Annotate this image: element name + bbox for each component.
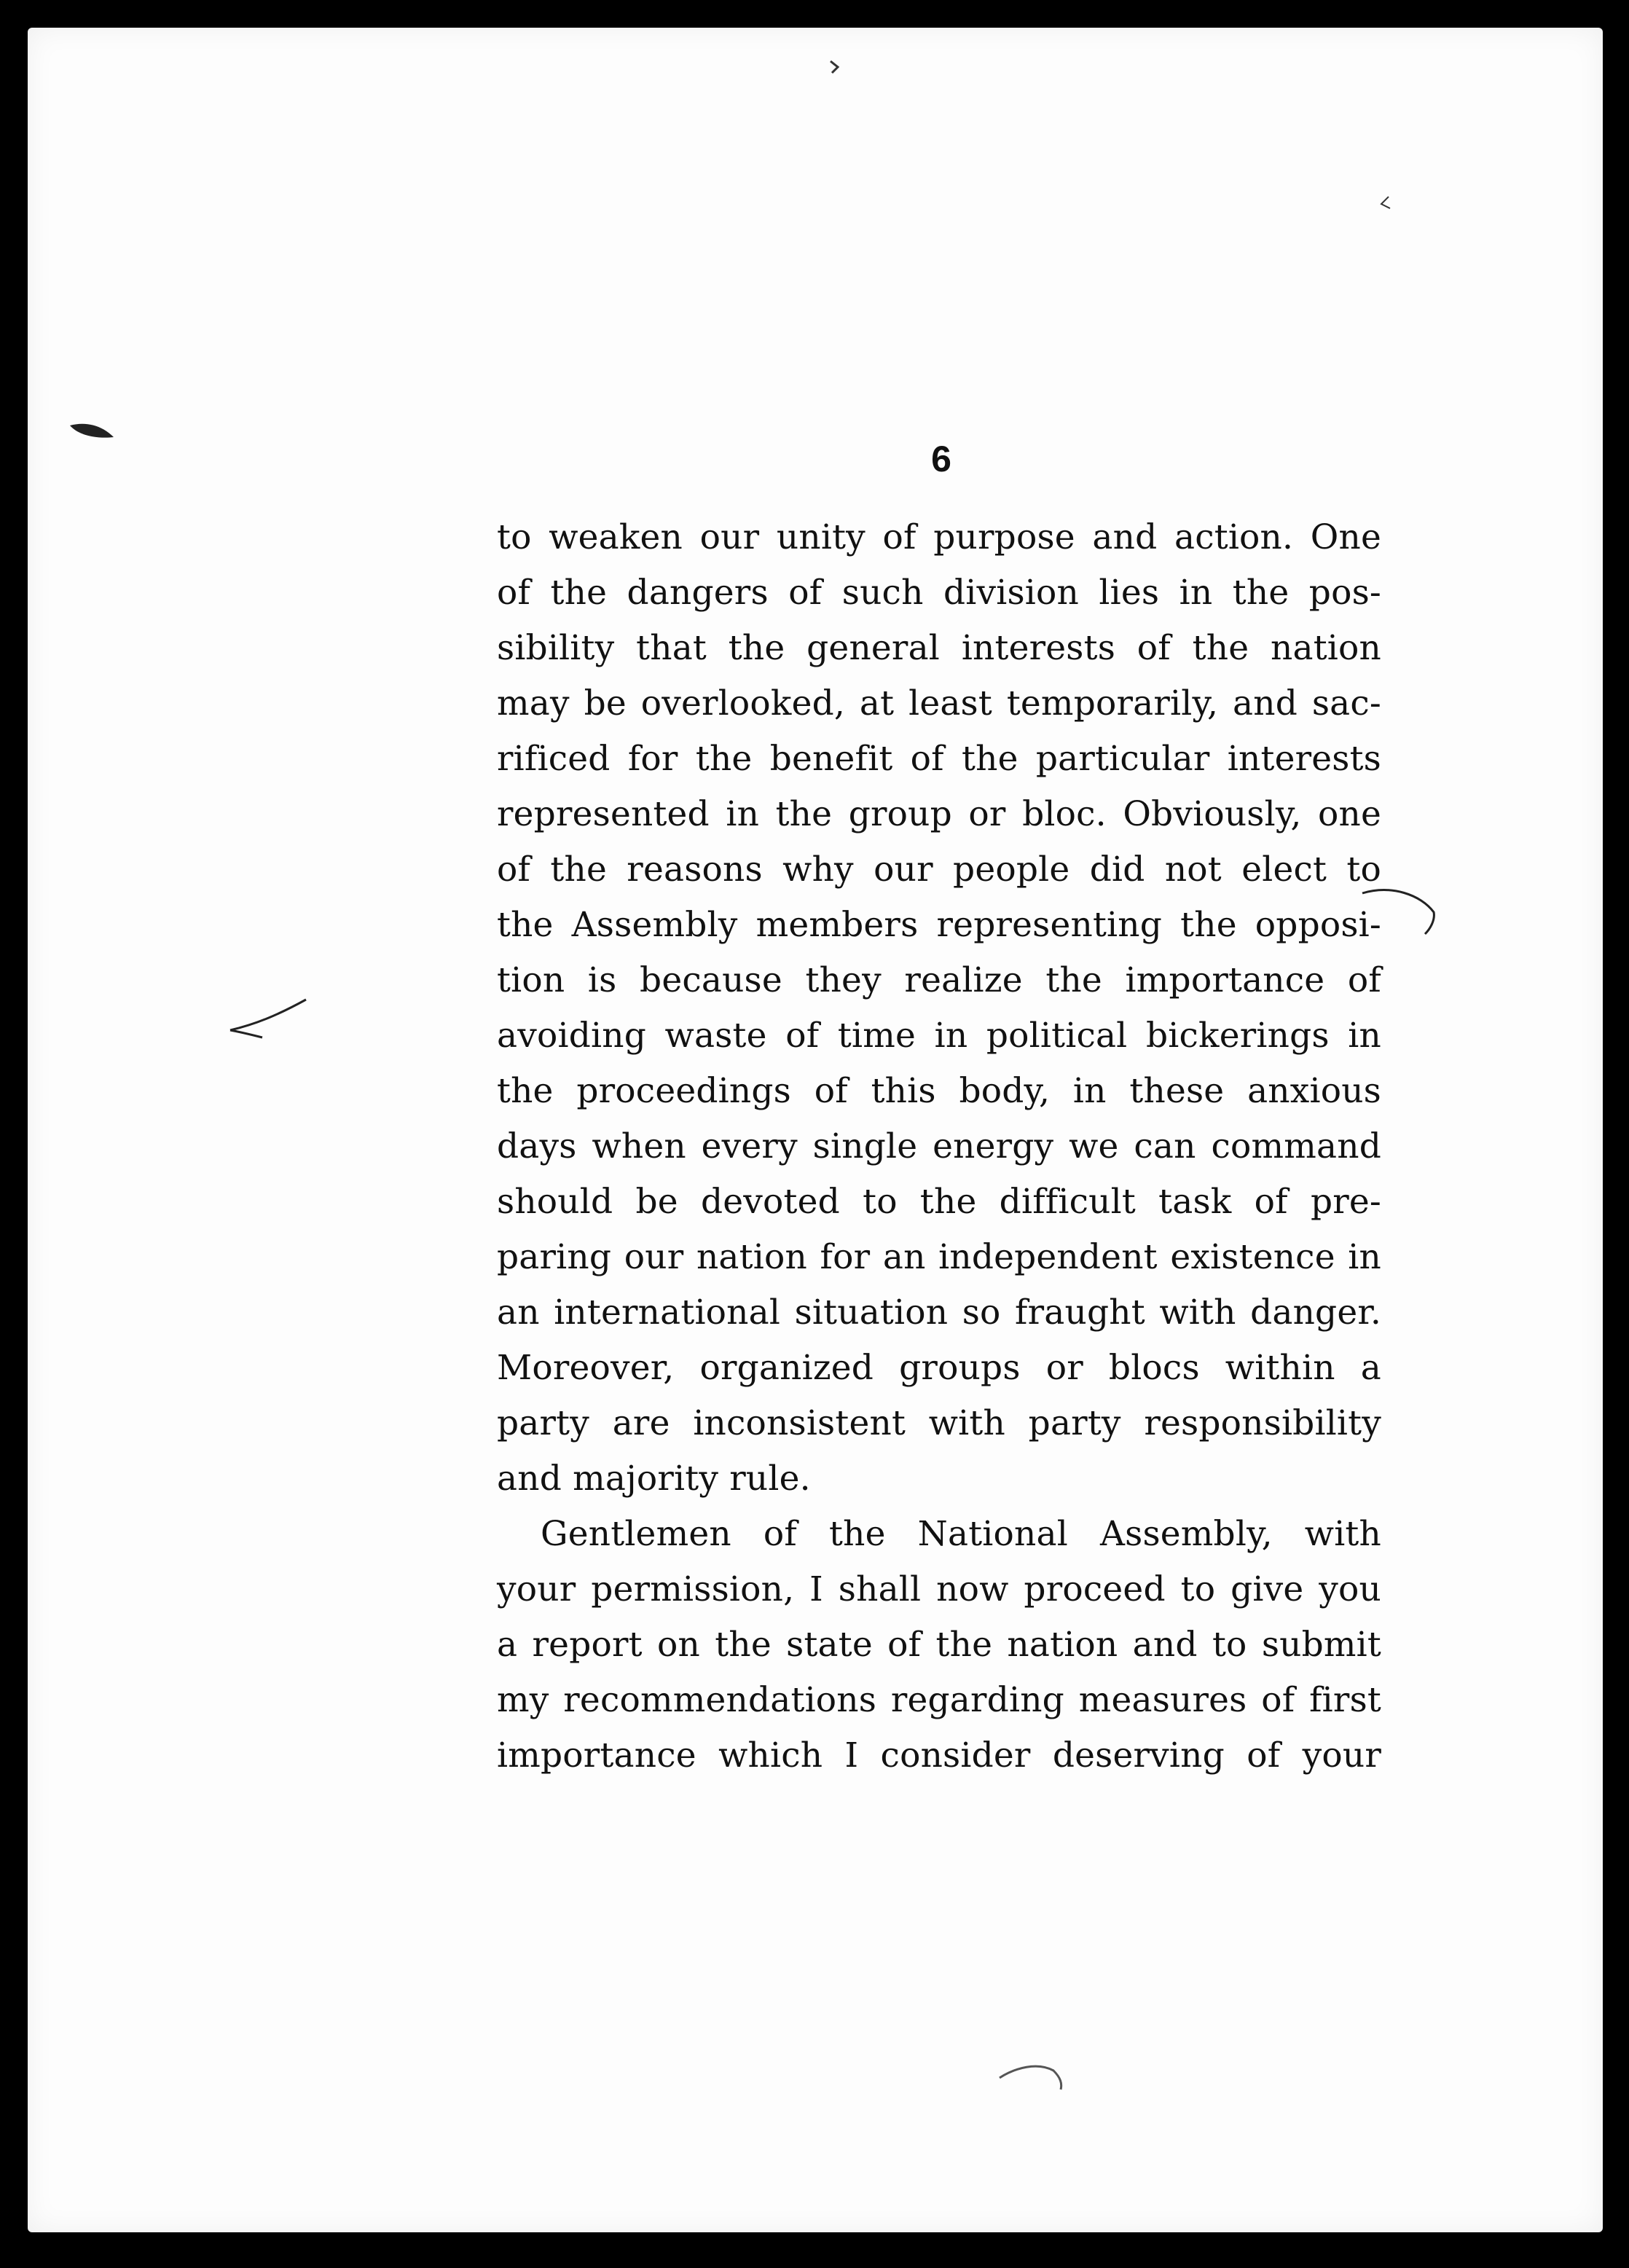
check-mark [230,1000,306,1037]
text-line: paring our nation for an independent existence in [497,1237,1381,1277]
chevron-mark [831,61,838,73]
text-line: your permission, I shall now proceed to give you [497,1569,1381,1609]
text-line: my recommendations regarding measures of first [497,1680,1381,1720]
text-line: of the reasons why our people did not elect to [497,849,1381,890]
text-line: sibility that the general interests of the nation [497,628,1381,668]
tick-mark [1381,197,1390,208]
text-line: of the dangers of such division lies in the pos- [497,573,1381,613]
text-line: importance which I consider deserving of your [497,1735,1381,1775]
text-line: to weaken our unity of purpose and action. One [497,517,1381,557]
text-line: an international situation so fraught with danger. [497,1292,1381,1333]
text-line: Gentlemen of the National Assembly, with [541,1514,1381,1554]
text-line: represented in the group or bloc. Obviously, one [497,794,1381,834]
text-line: the proceedings of this body, in these anxious [497,1071,1381,1111]
text-line: may be overlooked, at least temporarily, and sac- [497,683,1381,723]
text-line: the Assembly members representing the opposi- [497,905,1381,945]
text-line: party are inconsistent with party responsibility [497,1403,1381,1443]
text-line: rificed for the benefit of the particular interests [497,739,1381,779]
text-line: a report on the state of the nation and to submit [497,1625,1381,1665]
page-number: 6 [931,439,951,479]
curl-mark [1000,2066,1061,2090]
text-line: and majority rule. [497,1459,811,1499]
text-line: avoiding waste of time in political bickerings in [497,1016,1381,1056]
bracket-mark [1362,890,1434,934]
text-line: tion is because they realize the importance of [497,960,1381,1000]
text-line: Moreover, organized groups or blocs within a [497,1348,1381,1388]
ink-blot [70,424,114,438]
text-line: should be devoted to the difficult task of pre- [497,1182,1381,1222]
text-line: days when every single energy we can command [497,1126,1381,1166]
